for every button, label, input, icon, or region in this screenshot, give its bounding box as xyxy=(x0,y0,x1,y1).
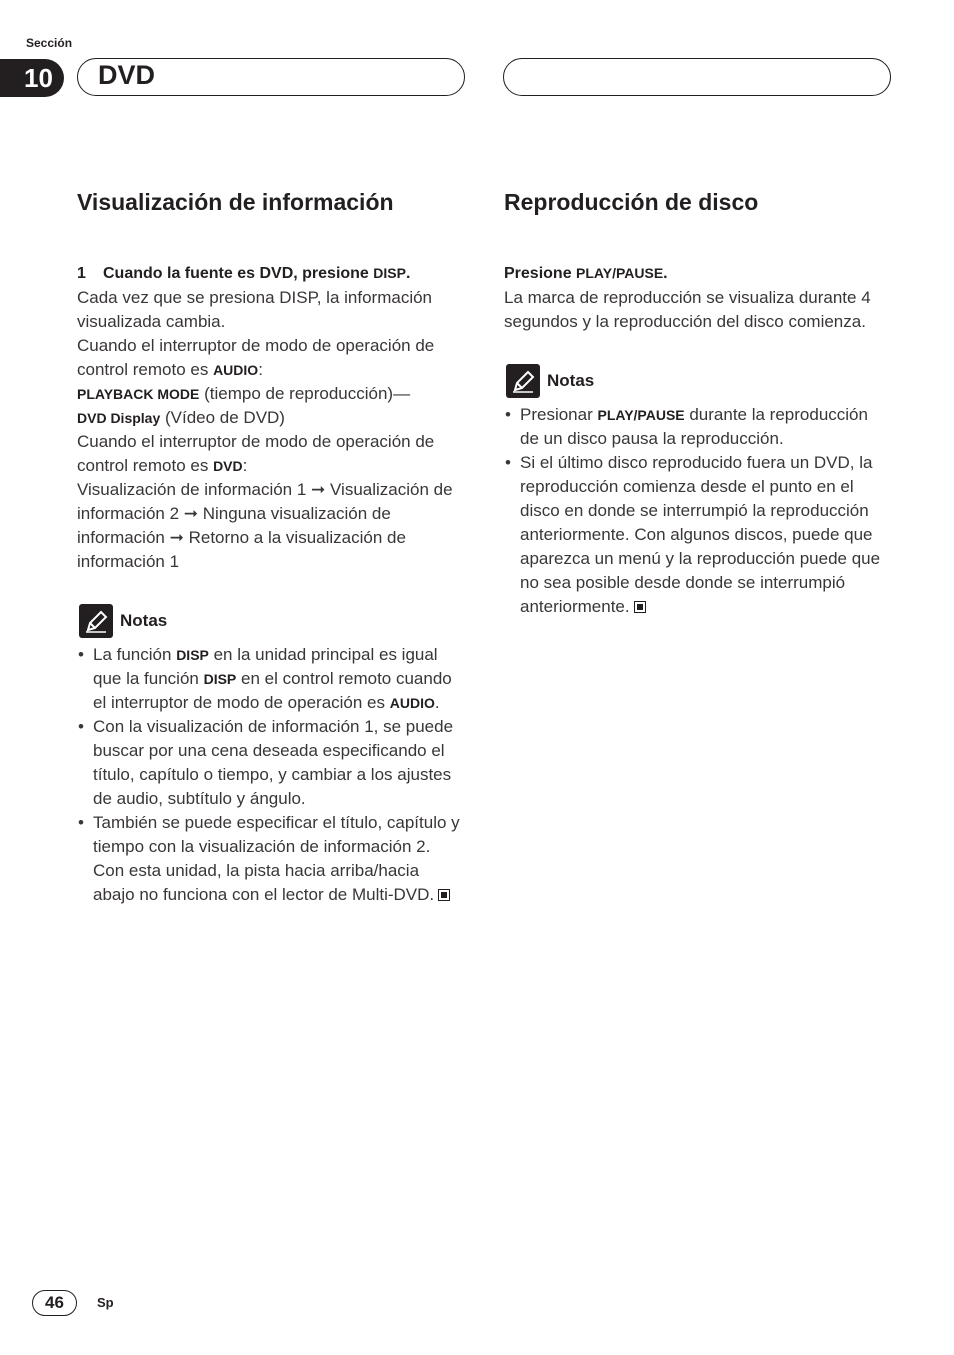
language-code: Sp xyxy=(97,1295,114,1310)
left-paragraph-1: Cada vez que se presiona DISP, la información visualizada cambia. xyxy=(77,288,432,331)
right-step: Presione PLAY/PAUSE. xyxy=(504,265,668,282)
list-item: • Con la visualización de información 1, se puede buscar por una cena deseada especificando el título, capítulo o tiempo, y cambiar a los ajustes de audio, subtítulo y ángulo. xyxy=(77,715,462,811)
left-notes-header xyxy=(79,604,462,638)
list-item: • La función DISP en la unidad principal es igual que la función DISP en el control remoto cuando el interruptor de modo de operación es AUDIO. xyxy=(77,643,462,715)
right-notes-header xyxy=(506,364,889,398)
page-number: 46 xyxy=(32,1290,77,1316)
chapter-title-box xyxy=(77,58,465,96)
left-paragraph-5: Visualización de información 1 ➞ Visualización de información 2 ➞ Ninguna visualización de información ➞ Retorno a la visualización de información 1 xyxy=(77,480,453,571)
left-paragraph-2: Cuando el interruptor de modo de operación de control remoto es AUDIO: xyxy=(77,336,435,379)
arrow-icon: ➞ xyxy=(183,504,199,523)
right-heading: Reproducción de disco xyxy=(504,189,759,215)
step-1: 1 Cuando la fuente es DVD, presione DISP. xyxy=(77,265,411,282)
right-column xyxy=(504,187,889,619)
section-label: Sección xyxy=(26,36,73,50)
right-paragraph-1: La marca de reproducción se visualiza durante 4 segundos y la reproducción del disco comienza. xyxy=(504,288,871,331)
left-column xyxy=(77,187,462,907)
list-item: • También se puede especificar el título, capítulo y tiempo con la visualización de información 2. Con esta unidad, la pista hacia arriba/hacia abajo no funciona con el lector de Multi-DVD. xyxy=(77,811,462,907)
list-item: • Presionar PLAY/PAUSE durante la reproducción de un disco pausa la reproducción. xyxy=(504,403,889,451)
pencil-note-icon xyxy=(79,604,113,638)
section-number-badge: 10 xyxy=(0,59,64,97)
empty-header-box xyxy=(503,58,891,96)
chapter-title: DVD xyxy=(98,60,156,90)
left-notes-title: Notas xyxy=(120,611,168,630)
end-mark-icon xyxy=(438,889,450,901)
right-notes-list xyxy=(504,403,889,619)
end-mark-icon xyxy=(634,601,646,613)
arrow-icon: ➞ xyxy=(169,528,184,547)
left-paragraph-4: Cuando el interruptor de modo de operación de control remoto es DVD: xyxy=(77,432,435,475)
left-notes-list xyxy=(77,643,462,907)
left-heading: Visualización de información xyxy=(77,189,394,215)
arrow-icon: ➞ xyxy=(311,480,326,499)
right-notes-title: Notas xyxy=(547,371,595,390)
left-paragraph-3: PLAYBACK MODE (tiempo de reproducción)— DVD Display (Vídeo de DVD) xyxy=(77,384,411,427)
pencil-note-icon xyxy=(506,364,540,398)
list-item: • Si el último disco reproducido fuera un DVD, la reproducción comienza desde el punto en el disco en donde se interrumpió la reproducción anteriormente. Con algunos discos, puede que aparezca un menú y la reproducción puede que no sea posible desde donde se interrumpió anteriormente. xyxy=(504,451,889,619)
